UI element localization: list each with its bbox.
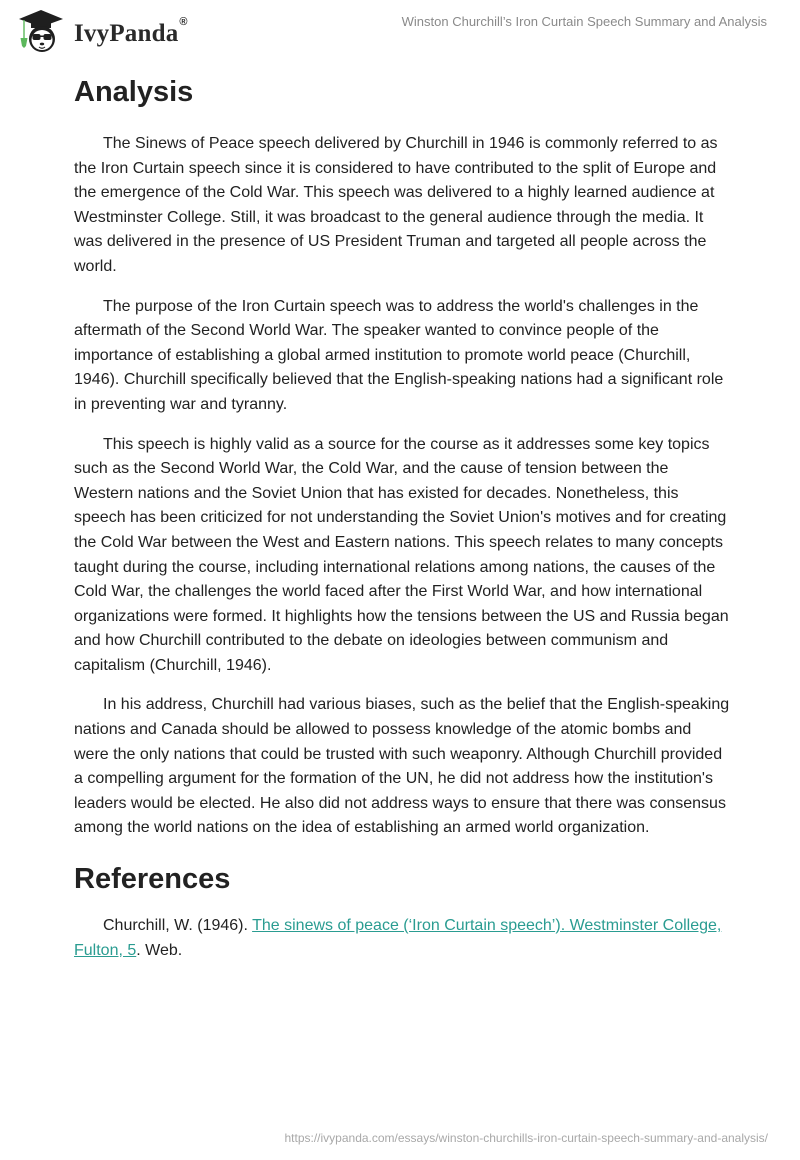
reference-link[interactable]: The sinews of peace (‘Iron Curtain speech’). Westminster College, Fulton, 5 <box>74 917 722 959</box>
page-header <box>0 0 800 60</box>
panda-graduate-icon <box>16 8 66 54</box>
reference-entry <box>74 914 730 963</box>
analysis-heading: Analysis <box>74 76 194 108</box>
essay-content <box>74 72 730 978</box>
analysis-paragraph-4: In his address, Churchill had various biases, such as the belief that the English-speaking nations and Canada should be allowed to possess knowledge of the atomic bombs and were the only nations that could be trusted with such weaponry. Although Churchill provided a compelling argument for the formation of the UN, he did not address how the institution's leaders would be elected. He also did not address ways to ensure that there was consensus among the world nations on the idea of establishing an armed world organization. <box>74 696 730 837</box>
document-title: Winston Churchill’s Iron Curtain Speech Summary and Analysis <box>401 14 767 29</box>
ivypanda-logo[interactable] <box>16 8 188 54</box>
analysis-paragraph-3: This speech is highly valid as a source for the course as it addresses some key topics such as the Second World War, the Cold War, and the cause of tension between the Western nations and the Soviet Union that has existed for decades. Nonetheless, this speech has been criticized for not understanding the Soviet Union's motives and for creating the Cold War between the West and Eastern nations. This speech relates to many concepts taught during the course, including international relations among nations, the causes of the Cold War, the challenges the world faced after the First World War, and how international organizations were formed. It highlights how the tensions between the US and Russia began and how Churchill contributed to the debate on ideologies between communism and capitalism (Churchill, 1946). <box>74 435 729 674</box>
analysis-paragraph-1: The Sinews of Peace speech delivered by Churchill in 1946 is commonly referred to as the Iron Curtain speech since it is considered to have contributed to the split of Europe and the emergence of the Cold War. This speech was delivered to a highly learned audience at Westminster College. Still, it was broadcast to the general audience through the media. It was delivered in the presence of US President Truman and targeted all people across the world. <box>74 135 718 275</box>
reference-suffix: . Web. <box>136 941 183 959</box>
registered-mark: ® <box>179 16 188 28</box>
source-url: https://ivypanda.com/essays/winston-churchills-iron-curtain-speech-summary-and-analysis/ <box>284 1131 768 1145</box>
reference-author: Churchill, W. (1946). <box>103 917 253 935</box>
analysis-paragraph-2: The purpose of the Iron Curtain speech was to address the world's challenges in the aftermath of the Second World War. The speaker wanted to convince people of the importance of establishing a global armed institution to promote world peace (Churchill, 1946). Churchill specifically believed that the English-speaking nations had a significant role in preventing war and tyranny. <box>74 297 724 413</box>
references-heading: References <box>74 863 231 896</box>
logo-wordmark: IvyPanda® <box>74 16 188 47</box>
